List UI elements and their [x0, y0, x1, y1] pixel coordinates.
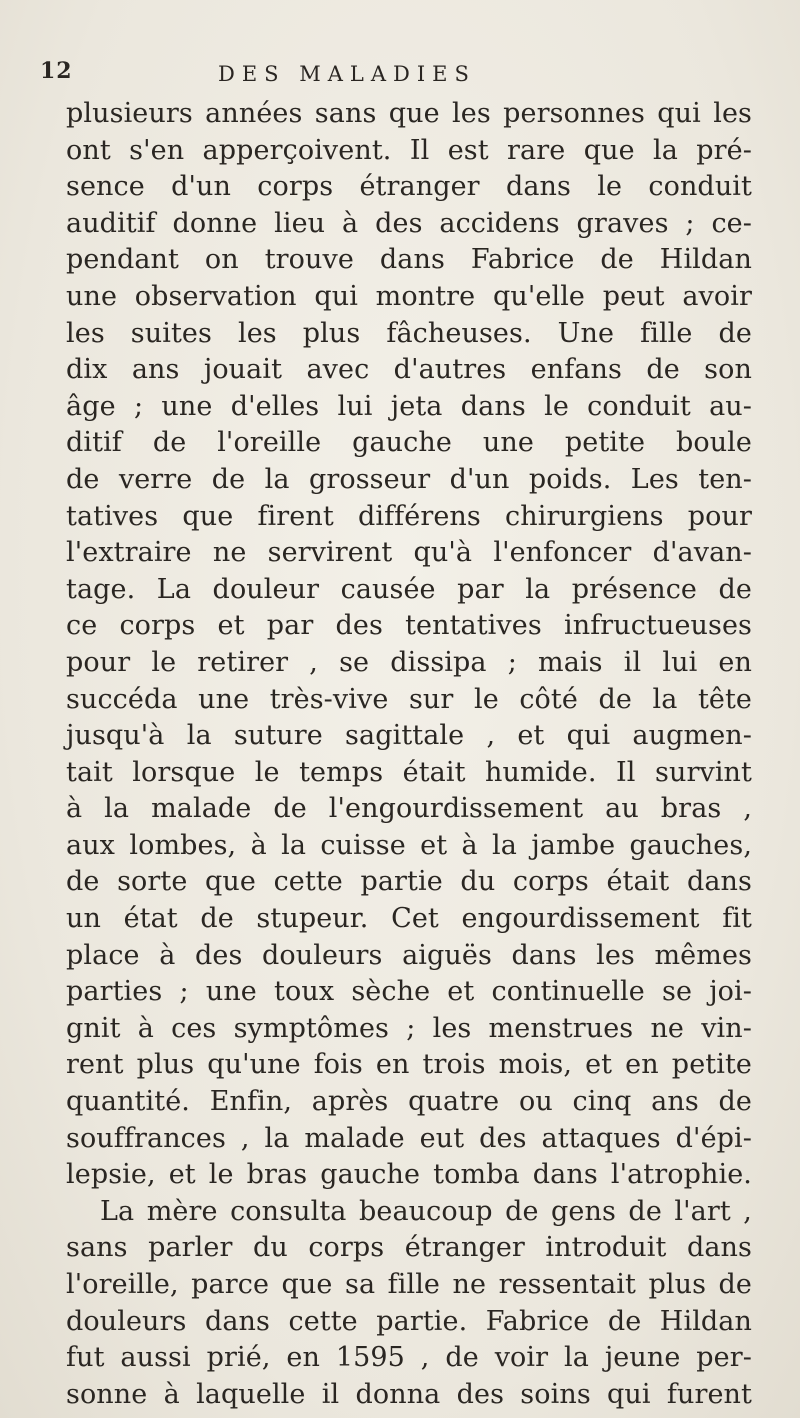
text-line: pour le retirer , se dissipa ; mais il lui en: [66, 646, 752, 678]
text-line: douleurs dans cette partie. Fabrice de Hildan: [66, 1305, 752, 1337]
text-line: fut aussi prié, en 1595 , de voir la jeune per-: [66, 1342, 752, 1374]
text-line: dix ans jouait avec d'autres enfans de son: [66, 354, 752, 386]
text-line: rent plus qu'une fois en trois mois, et en petite: [66, 1049, 752, 1081]
text-line: plusieurs années sans que les personnes qui les: [66, 98, 752, 129]
text-line: quantité. Enfin, après quatre ou cinq ans de: [66, 1086, 752, 1118]
text-line: les suites les plus fâcheuses. Une fille de: [66, 317, 752, 349]
text-line: tage. La douleur causée par la présence de: [66, 573, 752, 605]
text-line: succéda une très-vive sur le côté de la tête: [66, 683, 752, 715]
text-line: âge ; une d'elles lui jeta dans le conduit au-: [66, 390, 752, 422]
text-line: lepsie, et le bras gauche tomba dans l'atrophie.: [66, 1159, 752, 1191]
text-line: souffrances , la malade eut des attaques d'épi-: [66, 1122, 752, 1154]
text-line: ce corps et par des tentatives infructueuses: [66, 610, 752, 642]
text-line: auditif donne lieu à des accidens graves ; ce-: [66, 207, 752, 239]
text-line: gnit à ces symptômes ; les menstrues ne vin-: [66, 1012, 752, 1044]
text-line: place à des douleurs aiguës dans les mêmes: [66, 939, 752, 971]
text-line: sans parler du corps étranger introduit dans: [66, 1232, 752, 1264]
text-line: à la malade de l'engourdissement au bras ,: [66, 793, 752, 825]
page-number: 12: [40, 58, 73, 84]
text-line: sence d'un corps étranger dans le conduit: [66, 171, 752, 203]
text-line: une observation qui montre qu'elle peut avoir: [66, 280, 752, 312]
text-line: tatives que firent différens chirurgiens pour: [66, 500, 752, 532]
text-line: ont s'en apperçoivent. Il est rare que la pré-: [66, 134, 752, 166]
text-line: de sorte que cette partie du corps était dans: [66, 866, 752, 898]
text-line: l'oreille, parce que sa fille ne ressentait plus de: [66, 1269, 752, 1300]
page-header: [40, 58, 740, 98]
text-line: un état de stupeur. Cet engourdissement fit: [66, 903, 752, 935]
text-line: de verre de la grosseur d'un poids. Les ten-: [66, 463, 752, 495]
text-line: jusqu'à la suture sagittale , et qui augmen-: [66, 720, 752, 752]
text-line-paragraph-start: La mère consulta beaucoup de gens de l'art ,: [100, 1195, 752, 1227]
text-line: tait lorsque le temps était humide. Il survint: [66, 756, 752, 788]
text-line: ditif de l'oreille gauche une petite boule: [66, 427, 752, 459]
running-head: DES MALADIES: [218, 62, 476, 86]
text-line: parties ; une toux sèche et continuelle se joi-: [66, 976, 752, 1008]
text-line: l'extraire ne servirent qu'à l'enfoncer d'avan-: [66, 537, 752, 569]
body-text: [66, 96, 752, 1413]
text-line: pendant on trouve dans Fabrice de Hildan: [66, 244, 752, 276]
text-line: aux lombes, à la cuisse et à la jambe gauches,: [66, 829, 752, 861]
text-line: sonne à laquelle il donna des soins qui furent: [66, 1378, 752, 1410]
